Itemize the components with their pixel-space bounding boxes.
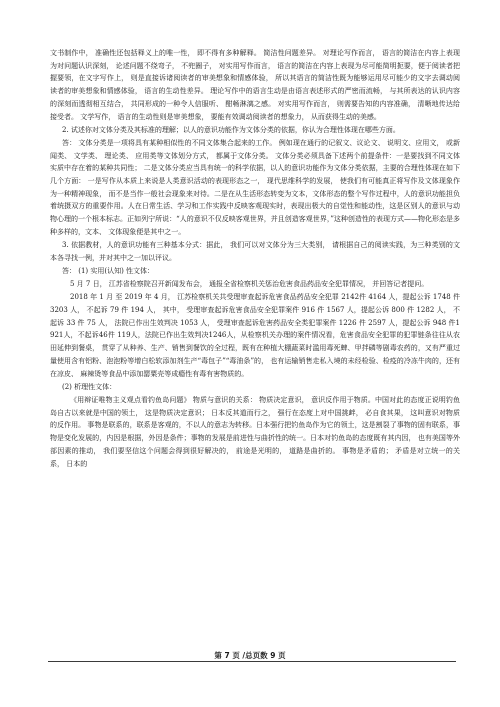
- paragraph: 《用辩证唯物主义观点看钓鱼岛问题》 物质与意识的关系： 物质决定意识， 意识反作用于物质。中国对此的态度正说明钓鱼岛自古以来就是中国的领土， 这是物质决定意识； 日本反其道而行之， 强行在态度上对中国挑衅， 必自食其果， 这叫意识对物质的反作用。 事物是联系的，联系是客观的，不以人的意志为转移。日本强行把钓鱼岛作为它的领土，这是割裂了事物的固有联系，事物是变化发展的，内因是根据，外因是条件；事物的发展是前进性与曲折性的统一。日本对钓鱼岛的态度既有其内因， 也有美国等外部因素的推动， 我们要坚信这个问题会得到很好解决的， 前途是光明的， 道路是曲折的。 事物是矛盾的； 矛盾是对立统一的关系， 日本的: [50, 395, 460, 468]
- footer-rule: [48, 661, 456, 662]
- answer-2: 答： 文体分类是一项将具有某种相似性的不同文体集合起来的工作。 例如现在通行的记叙文、议论文、 说明文、应用文， 或新闻类、 文学类、 理论类、 应用类等文体划分方式， 都属于文体分类。 文体分类必须具备下述两个前提条件：一是要找到不同文体实质中存在着的某种共同性； 二是文体分类应当具有统一的科学依据，以人的意识功能作为文体分类依据，主要的合理性体现在如下几个方面： 一是写作从本质上来说是人类意识活动的表现形态之一， 现代思维科学的发展， 使我们有可能真正将写作及文体现象作为一种精神现象， 而不是当作一般社会现象来对待。二是在从生活形态转变为文本，文体形态的整个写作过程中，人的意识功能担负着统摄双方的重要作用。人在日常生活、学习和工作实践中反映客观现实时，表现出极大的自觉性和能动性，这是区别人的意识与动物心理的一个根本标志。正如列宁所说：“人的意识不仅反映客观世界，并且创造客观世界，”这种创造性的表现方式——物化形态是多种多样的，文本、 文体现象便是其中之一。: [50, 138, 460, 236]
- paragraph: 2018 年 1 月 至 2019 年 4 月， 江苏检察机关共受理审查起诉危害食品药品安全犯罪 2142件 4164 人，提起公诉 1748 件 3203 人， 不起诉 79 件 194 人， 其中， 受理审查起诉危害食品安全犯罪案件 916 件 1567 人，提起公诉 800 件 1282 人， 不起诉 33 件 75 人， 法院已作出生效判决 1053 人， 受理审查起诉危害药品安全类犯罪案件 1226 件 2597 人，提起公诉 948 件1921人，不起诉46件 119人，法院已作出生效判决1246人，从检察机关办理的案件情况看，危害食品安全犯罪的犯罪链条往往从农田延伸到餐桌， 贯穿了从种养、生产、销售到餐饮的全过程，既有在种植大棚蔬菜时滥用毒死蜱、甲拌磷等剧毒农药的，又有严重过量使用含有铝粉、泡泡粉等增白松软添加剂生产“毒包子”“毒油条”的， 也有运输销售走私入境的未经检验、检疫的冷冻牛肉的，还有在凉皮、 麻辣烫等食品中添加罂粟壳等成瘾性有毒有害物质的。: [50, 293, 460, 378]
- question-2: 2. 试述你对文体分类及其标准的理解；以人的意识功能作为文体分类的依据，你认为合理性体现在哪些方面。: [62, 125, 400, 134]
- subheading: (2) 析理性文体：: [62, 382, 117, 391]
- document-body: [50, 47, 460, 471]
- paragraph: 文书制作中， 准确性还包括释义上的唯一性， 即不得有多种解释。 简洁性问题差异。 对理论写作而言， 语言的简洁在内容上表现为对问题认识深刻， 论述问题不绕弯子， 不兜圈子， 对实用写作而言， 语言的简洁在内容上表现为尽可能简明扼要，便于阅读者把握要领，在文字写作上， 则是直接诉诸阅读者的审美想象和情感体验， 所以其语言的简洁性既为能够运用尽可能少的文字去调动阅读者的审美想象和情感体验， 语言的生动性差异。 理论写作中的语言生动是由语言表述形式的严密而流畅， 与其所表达的认识内容的深刻而透彻相互结合， 共同形成的一种令人信服听、 酣畅淋漓之感。 对实用写作而言， 则需要告知的内容准确， 清晰地传达给接受者。 文学写作， 语言的生动性则是审美想象， 要能有效调动阅读者的想象力， 从而获得生动的美感。: [50, 49, 460, 121]
- question-3: 3. 依据教材，人的意识功能有三种基本分式：据此， 我们可以对文体分为三大类别， 请根据自己的阅读实践，为三种类别的文本各寻找一例，并对其中之一加以评议。: [50, 241, 460, 262]
- paragraph: 5 月 7 日， 江苏省检察院召开新闻发布会， 通报全省检察机关惩治危害食品药品安全犯罪情况， 并回答记者提问。: [70, 280, 429, 289]
- answer-3-heading: 答： (1) 实用(认知) 性文体：: [62, 266, 155, 275]
- page-number-footer: 第 7 页 /总页数 9 页: [214, 651, 286, 660]
